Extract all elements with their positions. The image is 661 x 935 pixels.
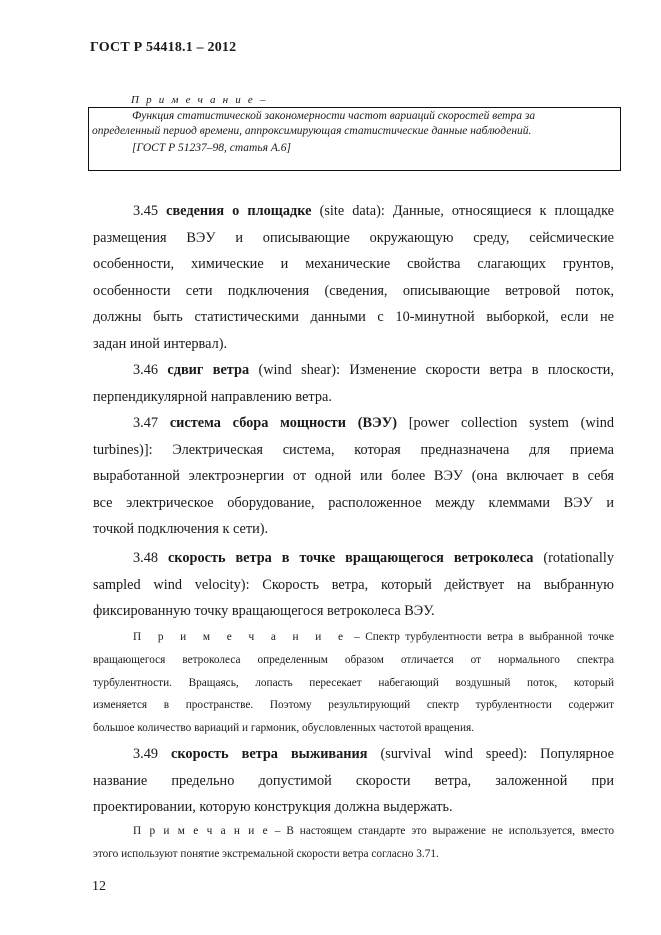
paragraph-line: название предельно допустимой скорости ветра, заложенной при <box>93 772 614 789</box>
definition-note-box <box>88 107 621 171</box>
paragraph-line: особенности, химические и механические свойства слагающих грунтов, <box>93 256 614 272</box>
term-3-45 <box>93 198 614 357</box>
note-label: П р и м е ч а н и е <box>133 631 349 643</box>
term-title: сведения о площадке <box>166 203 312 219</box>
paragraph-line: проектировании, которую конструкция должна выдержать. <box>93 799 453 815</box>
note-line: изменяется в пространстве. Поэтому результирующий спектр турбулентности содержит <box>93 699 614 712</box>
note-line: большое количество вариаций и гармоник, обусловленных частотой вращения. <box>93 722 475 735</box>
paragraph-line: все электрическое оборудование, расположенное между клеммами ВЭУ и <box>93 494 614 511</box>
term-number: 3.45 <box>133 203 159 219</box>
term-title: система сбора мощности (ВЭУ) <box>169 415 397 431</box>
paragraph-line: выработанной электроэнергии от одной или более ВЭУ (она включает в себя <box>93 468 614 484</box>
note-caption: П р и м е ч а н и е – <box>131 94 268 106</box>
term-number: 3.48 <box>133 550 159 566</box>
page-number: 12 <box>92 879 106 894</box>
term-3-49 <box>93 741 614 821</box>
term-number: 3.49 <box>133 746 159 762</box>
term-definition: (site data): Данные, относящиеся к площадке <box>319 203 615 219</box>
note-3-49 <box>93 820 614 866</box>
note-line: вращающегося ветроколеса определенным образом отличается от нормального спектра <box>93 653 614 666</box>
paragraph-line <box>93 357 614 384</box>
paragraph-line: размещения ВЭУ и описывающие окружающую среду, сейсмические <box>93 229 614 246</box>
term-number: 3.47 <box>133 415 159 431</box>
term-definition: (wind shear): Изменение скорости ветра в плоскости, <box>258 362 615 378</box>
term-title: скорость ветра в точке вращающегося ветроколеса <box>167 550 534 566</box>
note-line <box>93 626 614 649</box>
paragraph-line <box>93 545 614 572</box>
paragraph-line: задан иной интервал). <box>93 335 228 352</box>
paragraph-line: особенности сети подключения (сведения, описывающие ветровой поток, <box>93 282 614 299</box>
note-line: этого используют понятие экстремальной скорости ветра согласно 3.71. <box>93 847 439 860</box>
term-definition: (rotationally <box>543 550 614 566</box>
paragraph-line <box>93 198 614 225</box>
paragraph-line <box>93 410 614 437</box>
term-3-46 <box>93 357 614 410</box>
document-header: ГОСТ Р 54418.1 – 2012 <box>90 40 237 55</box>
note-line <box>93 820 614 843</box>
note-text: – Спектр турбулентности ветра в выбранной точке <box>354 631 614 643</box>
paragraph-line: точкой подключения к сети). <box>93 521 269 537</box>
paragraph-line: sampled wind velocity): Скорость ветра, который действует на выбранную <box>93 576 614 593</box>
note-box-line: Функция статистической закономерности частот вариаций скоростей ветра за <box>132 110 536 122</box>
note-box-line: [ГОСТ Р 51237–98, статья А.6] <box>132 142 291 154</box>
term-definition: (survival wind speed): Популярное <box>380 746 615 762</box>
paragraph-line <box>93 741 614 768</box>
note-text: – В настоящем стандарте это выражение не используется, вместо <box>274 825 614 837</box>
term-3-48 <box>93 545 614 625</box>
paragraph-line: должны быть статистическими данными с 10-минутной выборкой, если не <box>93 309 614 325</box>
term-title: скорость ветра выживания <box>171 746 368 762</box>
term-number: 3.46 <box>133 362 159 378</box>
note-line: турбулентности. Вращаясь, лопасть пересекает набегающий воздушный поток, который <box>93 676 614 689</box>
note-box-line: определенный период времени, аппроксимирующая статистические данные наблюдений. <box>92 125 532 137</box>
term-title: сдвиг ветра <box>167 362 250 378</box>
paragraph-line: фиксированную точку вращающегося ветроколеса ВЭУ. <box>93 603 435 619</box>
note-3-48 <box>93 626 614 740</box>
paragraph-line: turbines)]: Электрическая система, которая предназначена для приема <box>93 441 614 458</box>
paragraph-line: перпендикулярной направлению ветра. <box>93 388 332 405</box>
note-label: П р и м е ч а н и е <box>133 825 269 837</box>
term-definition: [power collection system (wind <box>408 415 615 431</box>
term-3-47 <box>93 410 614 543</box>
